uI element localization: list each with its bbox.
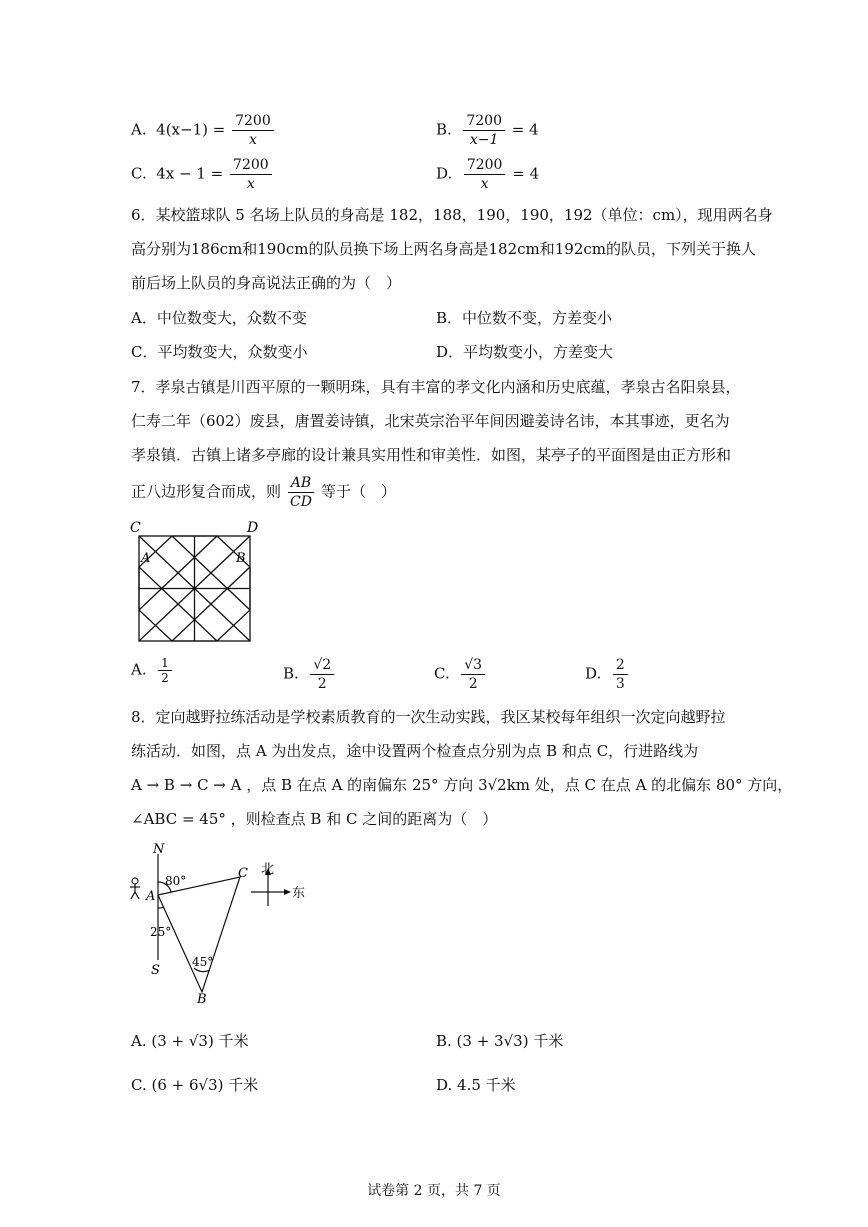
q8-label-s: S xyxy=(151,963,160,978)
q6-stem-line-2: 高分别为186cm和190cm的队员换下场上两名身高是182cm和192cm的队员，下列关于换人 xyxy=(131,240,757,258)
q8-angle-45-label: 45° xyxy=(192,955,214,969)
q8-angle-25-arc xyxy=(158,907,164,908)
q7-label-d: D xyxy=(247,520,259,536)
q6-option-d: D．平均数变小，方差变大 xyxy=(436,343,614,361)
east-arrow-icon xyxy=(284,889,291,895)
person-icon-leg-left xyxy=(131,892,135,899)
q8-stem-line-3: A → B → C → A ，点 B 在点 A 的南偏东 25° 方向 3√2km 处，点 C 在点 A 的北偏东 80° 方向， xyxy=(131,776,793,794)
q7-stem-line-4: 正八边形复合而成，则 $\frac{AB}{CD}$ 等于（ ） xyxy=(131,475,396,510)
q5-option-d: D. $\frac{7200}{x}$ = 4 xyxy=(436,157,540,192)
q7-option-a-fraction: $\frac{1}{2}$ xyxy=(158,656,172,685)
q7-label-a: A xyxy=(141,551,151,566)
q7-option-c-fraction: $\frac{√3}{2}$ xyxy=(461,656,485,693)
q7-option-b: B. $\frac{√2}{2}$ xyxy=(283,656,336,693)
q8-label-c: C xyxy=(238,866,248,881)
q8-route-figure xyxy=(120,840,320,1008)
q5-option-c-fraction: $\frac{7200}{x}$ xyxy=(230,156,272,193)
person-icon xyxy=(132,878,138,884)
q8-label-a: A xyxy=(146,889,156,904)
q6-stem-line-3: 前后场上队员的身高说法正确的为（ ） xyxy=(131,274,402,292)
q7-ab-over-cd: $\frac{AB}{CD}$ xyxy=(288,474,314,511)
q7-stem-line-3: 孝泉镇．古镇上诸多亭廊的设计兼具实用性和审美性．如图，某亭子的平面图是由正方形和 xyxy=(131,446,732,464)
q5-option-a-expr: 4(x−1) = xyxy=(156,120,226,139)
q7-stem-line-2: 仁寿二年（602）废县，唐置姜诗镇，北宋英宗治平年间因避姜诗名讳，本其事迹，更名为 xyxy=(131,412,730,430)
q7-pavilion-figure xyxy=(128,518,268,646)
q8-stem-line-1: 8．定向越野拉练活动是学校素质教育的一次生动实践，我区某校每年组织一次定向越野拉 xyxy=(131,708,726,726)
q7-option-b-fraction: $\frac{√2}{2}$ xyxy=(310,656,334,693)
q5-option-b-fraction: $\frac{7200}{x-1}$ xyxy=(463,112,505,149)
q7-option-d-fraction: $\frac{2}{3}$ xyxy=(613,656,628,693)
q8-angle-80-label: 80° xyxy=(165,874,187,888)
q6-option-b: B．中位数不变，方差变小 xyxy=(436,309,613,327)
page-footer: 试卷第 2 页，共 7 页 xyxy=(367,1183,501,1199)
q8-option-c: C. (6 + 6√3) 千米 xyxy=(131,1076,259,1094)
q5-option-b: B. $\frac{7200}{x-1}$ = 4 xyxy=(436,113,539,148)
person-icon-leg-right xyxy=(135,892,139,899)
q5-option-c: C. 4x − 1 = $\frac{7200}{x}$ xyxy=(131,156,274,193)
q7-label-c: C xyxy=(130,520,141,536)
q8-compass-north-label: 北 xyxy=(261,862,275,877)
q5-option-d-fraction: $\frac{7200}{x}$ xyxy=(464,156,506,193)
q8-label-n: N xyxy=(153,842,165,857)
q6-option-a: A．中位数变大，众数不变 xyxy=(131,309,307,327)
q7-option-d: D. $\frac{2}{3}$ xyxy=(585,656,630,693)
q8-label-b: B xyxy=(197,992,207,1007)
q8-stem-line-4: ∠ABC = 45° ，则检查点 B 和 C 之间的距离为（ ） xyxy=(131,810,498,828)
q8-option-d: D. 4.5 千米 xyxy=(436,1076,516,1094)
q7-stem-line-1: 7．孝泉古镇是川西平原的一颗明珠，具有丰富的孝文化内涵和历史底蕴，孝泉古名阳泉县， xyxy=(131,378,741,396)
q8-stem-line-2: 练活动．如图，点 A 为出发点，途中设置两个检查点分别为点 B 和点 C，行进路线为 xyxy=(131,742,699,760)
q8-option-b: B. (3 + 3√3) 千米 xyxy=(436,1032,564,1050)
q7-option-c: C. $\frac{√3}{2}$ xyxy=(434,656,487,693)
q8-angle-25-label: 25° xyxy=(150,925,172,939)
q7-option-a: A. $\frac{1}{2}$ xyxy=(131,656,174,685)
q5-option-c-expr: 4x − 1 = xyxy=(156,164,224,183)
q5-option-a-fraction: $\frac{7200}{x}$ xyxy=(232,112,274,149)
q8-compass-east-label: 东 xyxy=(292,886,306,901)
q8-option-a: A. (3 + √3) 千米 xyxy=(131,1032,249,1050)
q5-option-a: A. 4(x−1) = $\frac{7200}{x}$ xyxy=(131,112,276,149)
q7-label-b: B xyxy=(236,551,246,566)
q6-option-c: C．平均数变大，众数变小 xyxy=(131,343,308,361)
q6-stem-line-1: 6．某校篮球队 5 名场上队员的身高是 182，188，190，190，192（单位：cm），现用两名身 xyxy=(131,206,773,224)
